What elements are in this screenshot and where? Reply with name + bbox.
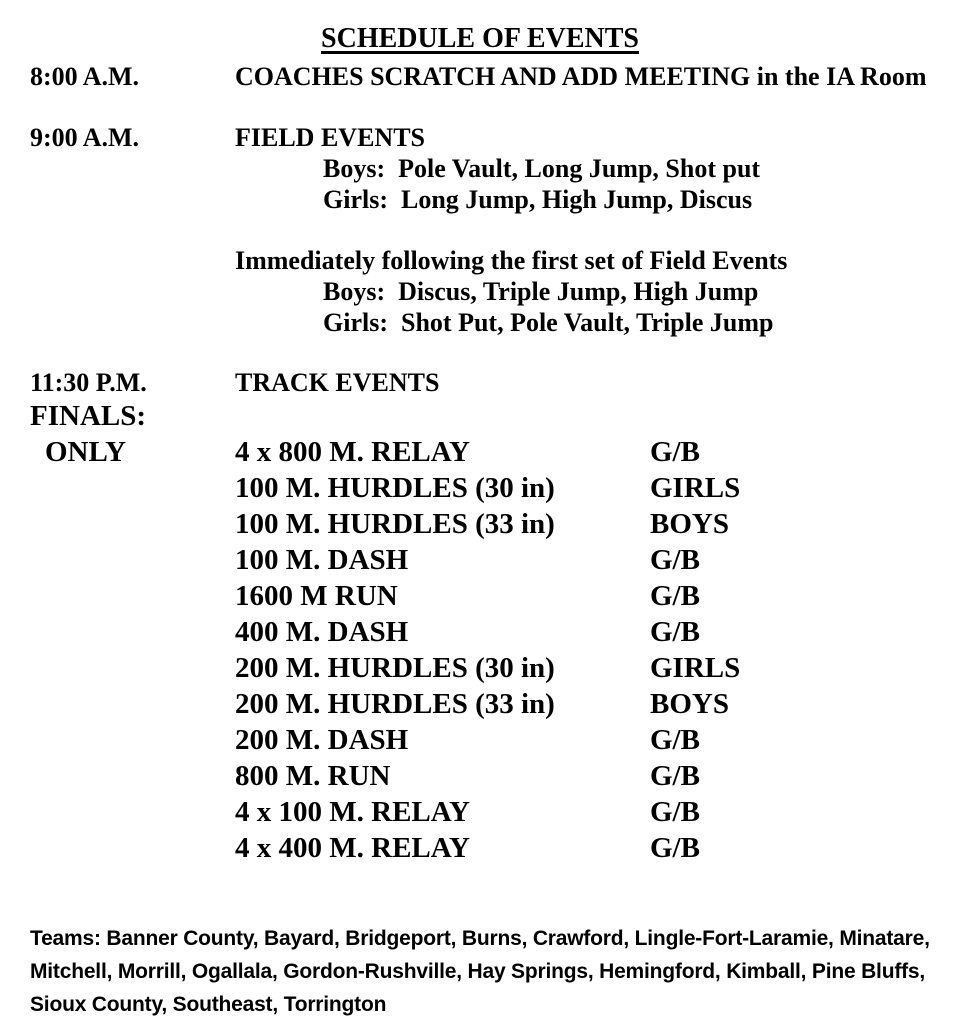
event-gender: GIRLS [650, 652, 741, 684]
finals-event-row [30, 758, 930, 794]
field-second-note: Immediately following the first set of Field Events [235, 246, 788, 275]
event-name: 1600 M RUN [235, 580, 398, 612]
finals-event-row [30, 614, 930, 650]
finals-event-row [30, 830, 930, 866]
event-name: 100 M. HURDLES (30 in) [235, 472, 555, 504]
event-gender: BOYS [650, 508, 729, 540]
field-events-second-section [30, 245, 930, 338]
event-name: 200 M. HURDLES (33 in) [235, 688, 555, 720]
page-title-text: SCHEDULE OF EVENTS [321, 23, 639, 54]
event-gender: G/B [650, 724, 700, 756]
event-name: 4 x 400 M. RELAY [235, 832, 470, 864]
event-gender: G/B [650, 436, 700, 468]
event-name: 100 M. DASH [235, 544, 409, 576]
only-label: ONLY [45, 436, 127, 468]
finals-event-row [30, 470, 930, 506]
event-gender: G/B [650, 544, 700, 576]
finals-event-row [30, 506, 930, 542]
event-name: 200 M. DASH [235, 724, 409, 756]
field-events-row [30, 122, 930, 153]
finals-event-row [30, 794, 930, 830]
field-second-girls: Girls: Shot Put, Pole Vault, Triple Jump [323, 308, 774, 337]
field-first-girls: Girls: Long Jump, High Jump, Discus [323, 185, 753, 214]
track-events-time: 11:30 P.M. [30, 368, 147, 397]
field-events-time: 9:00 A.M. [30, 123, 140, 152]
finals-event-list [30, 434, 930, 866]
track-events-heading: TRACK EVENTS [235, 368, 440, 397]
finals-event-row [30, 434, 930, 470]
finals-event-row [30, 542, 930, 578]
event-name: 200 M. HURDLES (30 in) [235, 652, 555, 684]
field-events-section [30, 122, 930, 215]
field-second-boys: Boys: Discus, Triple Jump, High Jump [323, 277, 759, 306]
event-name: 400 M. DASH [235, 616, 409, 648]
finals-event-row [30, 722, 930, 758]
event-gender: BOYS [650, 688, 729, 720]
page-title [30, 22, 930, 55]
field-events-heading: FIELD EVENTS [235, 123, 425, 152]
teams-list: Teams: Banner County, Bayard, Bridgeport, Burns, Crawford, Lingle-Fort-Laramie, Minatare, Mitchell, Morrill, Ogallala, Gordon-Rushville, Hay Springs, Hemingford, Kimball, Pine Bluffs, Sioux County, Southeast, Torrington [30, 927, 930, 1016]
finals-event-row [30, 578, 930, 614]
event-name: 4 x 100 M. RELAY [235, 796, 470, 828]
event-gender: G/B [650, 760, 700, 792]
coaches-meeting-row [30, 61, 930, 92]
event-gender: G/B [650, 616, 700, 648]
event-gender: G/B [650, 796, 700, 828]
finals-event-row [30, 650, 930, 686]
field-first-boys: Boys: Pole Vault, Long Jump, Shot put [323, 154, 761, 183]
finals-label: FINALS: [30, 400, 147, 432]
event-name: 800 M. RUN [235, 760, 391, 792]
event-gender: G/B [650, 832, 700, 864]
event-name: 100 M. HURDLES (33 in) [235, 508, 555, 540]
event-gender: GIRLS [650, 472, 741, 504]
track-events-row [30, 367, 930, 398]
finals-event-row [30, 686, 930, 722]
event-name: 4 x 800 M. RELAY [235, 436, 470, 468]
coaches-meeting-time: 8:00 A.M. [30, 62, 140, 91]
coaches-meeting-text: COACHES SCRATCH AND ADD MEETING in the IA Room [235, 62, 927, 91]
event-gender: G/B [650, 580, 700, 612]
